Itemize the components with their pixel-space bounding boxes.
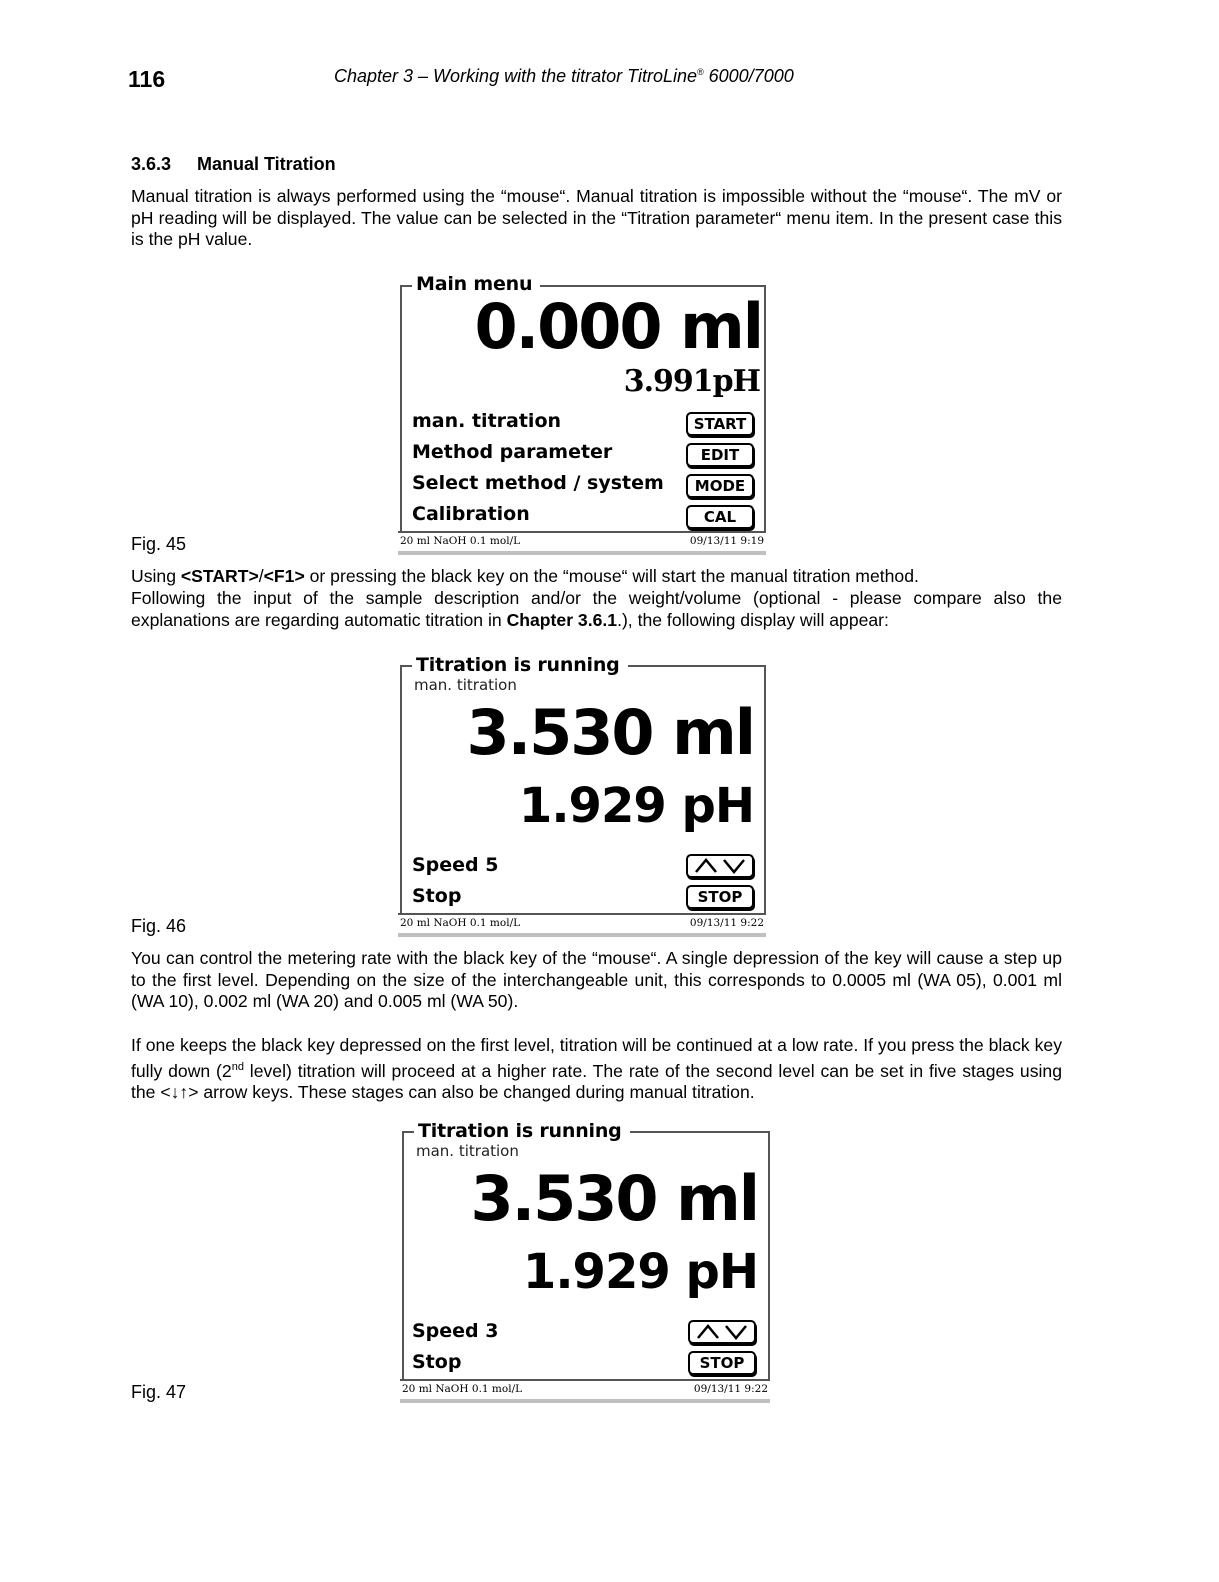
speed-arrow-keys[interactable] [686,854,754,878]
p2-text-2: / [258,566,264,586]
volume-display: 0.000 ml [474,290,762,363]
section-number: 3.6.3 [131,154,172,174]
paragraph-metering-rate: You can control the metering rate with the black key of the “mouse“. A single depression of the key will cause a step up to the first level. Depending on the size of the interchangeable unit, this corresponds to 0.0005 ml (WA 05), 0.001 ml (WA 10), 0.002 ml (WA 20) and 0.005 ml (WA 50). [131,948,1062,1011]
menu-item-method-parameter: Method parameter [412,441,613,463]
p3-text-1: Following the input of the sample description and/or the weight/volume (optional - please compare also the explanations are regarding automatic titration in [131,588,1062,630]
paragraph-start [131,566,1062,588]
datetime-status: 09/13/11 9:19 [689,535,764,547]
page-number: 116 [128,66,166,92]
stop-key[interactable]: STOP [686,885,754,909]
reagent-status: 20 ml NaOH 0.1 mol/L [400,535,521,547]
edit-key[interactable]: EDIT [686,443,754,467]
p3-text-2: .), the following display will appear: [617,609,889,630]
paragraph-second-level [131,1035,1062,1103]
up-down-arrows-icon [694,1324,750,1340]
section-title: Manual Titration [197,154,336,174]
figure-label-45: Fig. 45 [131,534,187,554]
menu-item-man-titration: man. titration [412,410,562,432]
figure-label-47: Fig. 47 [131,1382,187,1402]
device-screen-titration-speed-5 [398,656,768,933]
ph-display: 1.929 pH [522,1244,758,1300]
registered-mark: ® [697,67,704,77]
p2-f1-key: <F1> [263,566,305,586]
ph-display: 3.991pH [623,364,760,399]
stop-label: Stop [412,1351,462,1373]
p5-sup: nd [231,1060,244,1073]
mode-key[interactable]: MODE [686,474,754,498]
menu-item-select-method: Select method / system [412,472,664,494]
chapter-title-text: Chapter 3 – Working with the titrator TitroLine [334,66,697,86]
chapter-title-model: 6000/7000 [703,66,794,86]
reagent-status: 20 ml NaOH 0.1 mol/L [402,1383,523,1395]
figure-label-46: Fig. 46 [131,916,187,936]
p3-chapter-ref: Chapter 3.6.1 [506,609,618,630]
speed-label: Speed 3 [412,1320,499,1342]
cal-key[interactable]: CAL [686,505,754,529]
reagent-status: 20 ml NaOH 0.1 mol/L [400,917,521,929]
p5-text-2: level) titration will proceed at a higher rate. The rate of the second level can be set in five stages using the <↓↑> arrow keys. These stages can also be changed during manual titration. [131,1060,1062,1102]
paragraph-following [131,588,1062,631]
paragraph-intro: Manual titration is always performed using the “mouse“. Manual titration is impossible without the “mouse“. The mV or pH reading will be displayed. The value can be selected in the “Titration parameter“ menu item. In the present case this is the pH value. [131,186,1062,249]
p2-start-key: <START> [180,566,259,586]
device-screen-titration-speed-3 [400,1122,772,1400]
p5-text-1: If one keeps the black key depressed on the first level, titration will be continued at a low rate. If you press the black key fully down (2 [131,1035,1062,1081]
ph-display: 1.929 pH [518,778,754,834]
status-bar [398,531,766,555]
screen-title: Titration is running [412,654,628,676]
screen-subtitle: man. titration [416,1142,519,1160]
start-key[interactable]: START [686,412,754,436]
speed-arrow-keys[interactable] [688,1320,756,1344]
screen-subtitle: man. titration [414,676,517,694]
datetime-status: 09/13/11 9:22 [693,1383,768,1395]
up-down-arrows-icon [692,858,748,874]
menu-item-calibration: Calibration [412,503,530,525]
datetime-status: 09/13/11 9:22 [689,917,764,929]
stop-key[interactable]: STOP [688,1351,756,1375]
p2-text-3: or pressing the black key on the “mouse“ will start the manual titration method. [304,566,919,586]
section-heading [131,154,336,175]
device-screen-main-menu [398,273,768,551]
screen-title: Titration is running [414,1120,630,1142]
screen-title: Main menu [412,273,540,295]
volume-display: 3.530 ml [470,1162,758,1235]
volume-display: 3.530 ml [466,696,754,769]
chapter-title [334,66,794,87]
p2-text-1: Using [131,566,181,586]
status-bar [398,913,766,937]
stop-label: Stop [412,885,462,907]
status-bar [400,1379,770,1403]
speed-label: Speed 5 [412,854,499,876]
